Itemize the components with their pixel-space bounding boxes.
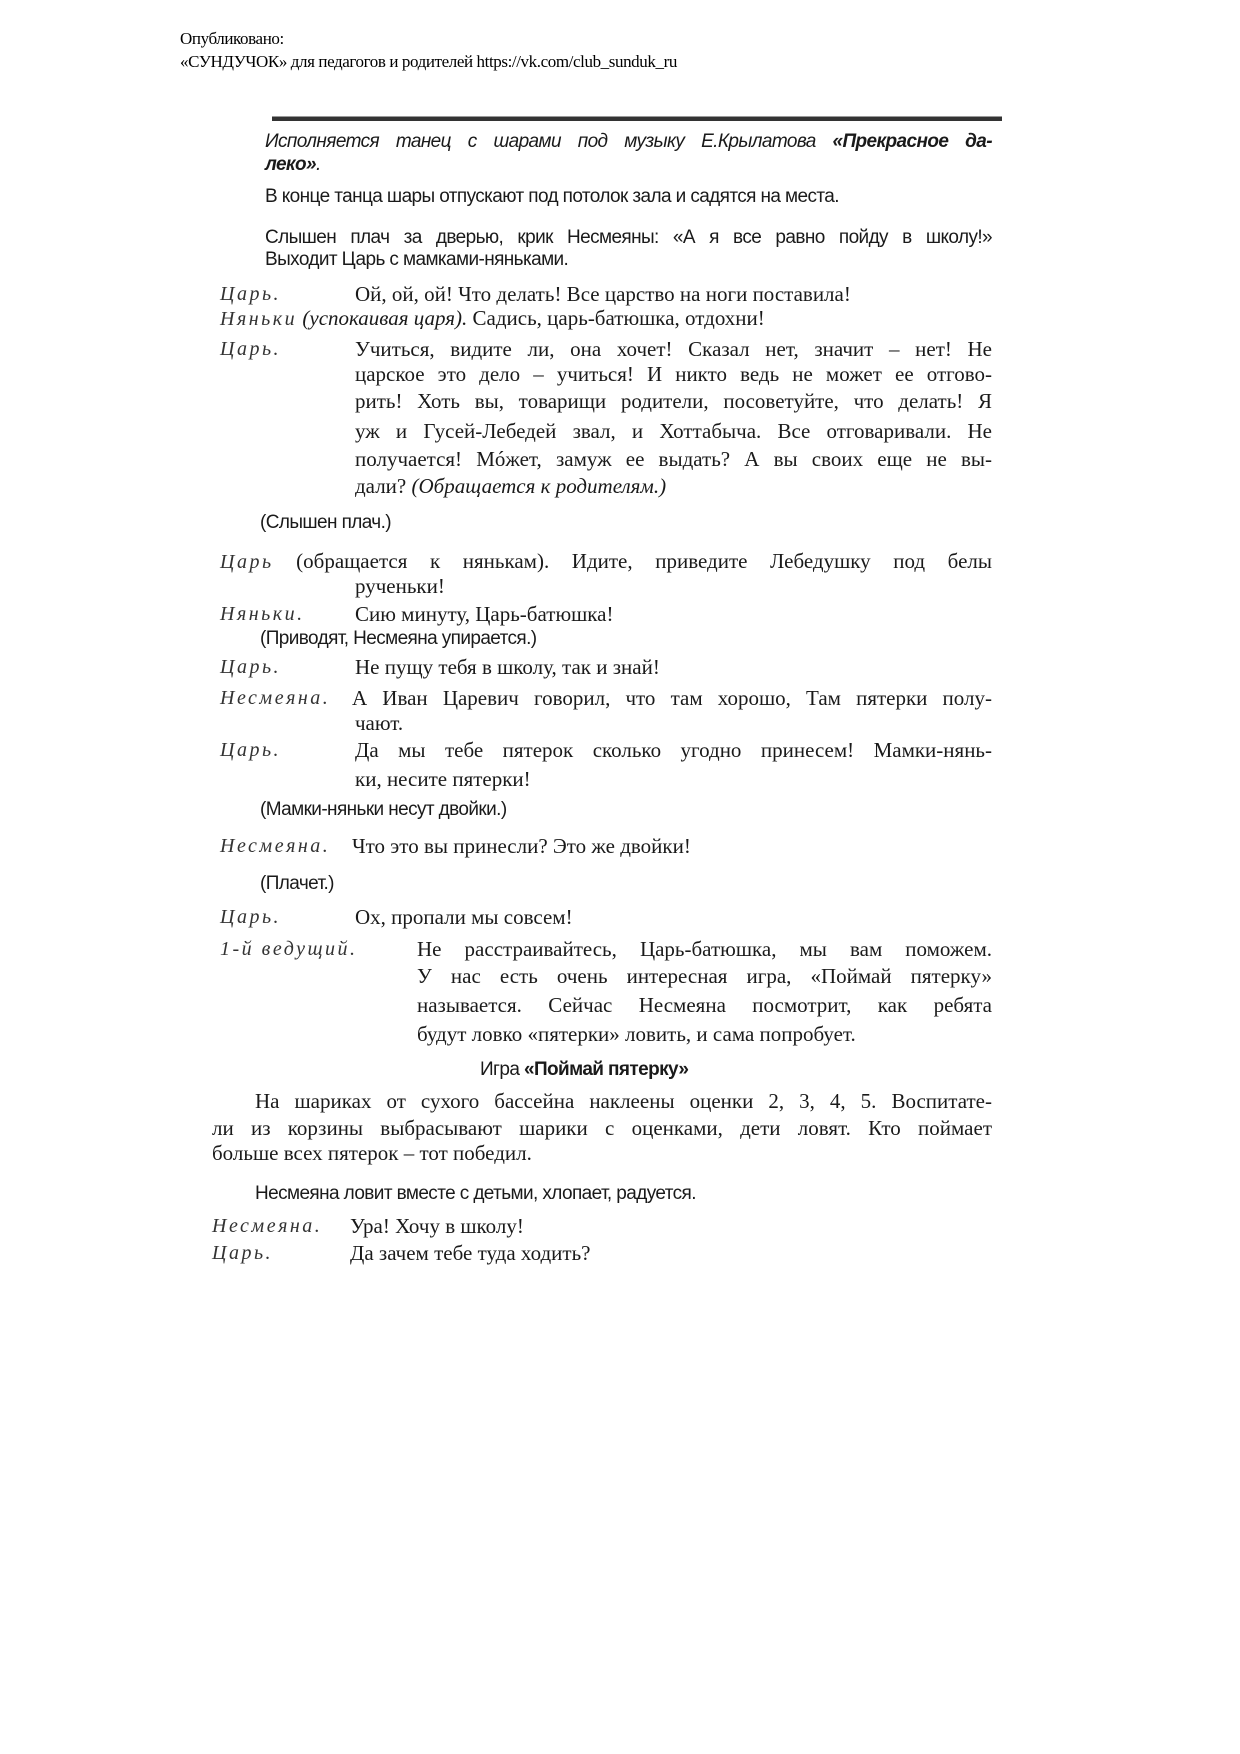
- stage-direction: (Мамки-няньки несут двойки.): [260, 799, 507, 820]
- speech-line: Да зачем тебе туда ходить?: [350, 1241, 591, 1265]
- intro-line: [265, 132, 992, 151]
- speech-line: называется. Сейчас Несмеяна посмотрит, как ребята: [417, 993, 992, 1017]
- speech-text: (обращается к нянькам). Идите, приведите Лебедушку под белы: [296, 549, 992, 573]
- game-title: [480, 1060, 688, 1079]
- speaker-name: Царь.: [212, 1242, 274, 1264]
- stage-direction: (Слышен плач.): [260, 512, 392, 533]
- speaker-name: Несмеяна.: [212, 1215, 323, 1237]
- speech-line: Не пущу тебя в школу, так и знай!: [355, 655, 660, 679]
- speech-line: царское это дело – учиться! И никто ведь не может ее отгово-: [355, 362, 992, 386]
- speaker-name: Царь.: [220, 338, 282, 360]
- speech-text: дали?: [355, 474, 412, 498]
- speech-line: уж и Гусей-Лебедей звал, и Хоттабыча. Все отговаривали. Не: [355, 419, 992, 443]
- paragraph-line: ли из корзины выбрасывают шарики с оценками, дети ловят. Кто поймает: [212, 1116, 992, 1140]
- speech-line: Что это вы принесли? Это же двойки!: [352, 834, 691, 858]
- speaker-name: Царь.: [220, 906, 282, 928]
- speech-line: Ох, пропали мы совсем!: [355, 905, 573, 929]
- speech-line: Сию минуту, Царь-батюшка!: [355, 602, 614, 626]
- speech-text: Садись, царь-батюшка, отдохни!: [467, 306, 765, 330]
- speech-line: Учиться, видите ли, она хочет! Сказал нет, значит – нет! Не: [355, 337, 992, 361]
- speech-line: ки, несите пятерки!: [355, 767, 531, 791]
- stage-direction: Несмеяна ловит вместе с детьми, хлопает, радуется.: [255, 1183, 696, 1204]
- speaker-name: Несмеяна.: [220, 835, 331, 857]
- speech-line: рить! Хоть вы, товарищи родители, посоветуйте, что делать! Я: [355, 389, 992, 413]
- game-title-prefix: Игра: [480, 1059, 524, 1080]
- speech-line: рученьки!: [355, 574, 445, 598]
- speech-line: получается! Мóжет, замуж ее выдать? А вы своих еще не вы-: [355, 447, 992, 471]
- speech-line: А Иван Царевич говорил, что там хорошо, Там пятерки полу-: [352, 686, 992, 710]
- speaker-name: Царь.: [220, 283, 282, 305]
- speech-line: Ой, ой, ой! Что делать! Все царство на ноги поставила!: [355, 282, 851, 306]
- intro-line: В конце танца шары отпускают под потолок зала и садятся на места.: [265, 186, 839, 207]
- speech-line: [355, 476, 666, 497]
- speech-line: Не расстраивайтесь, Царь-батюшка, мы вам поможем.: [417, 937, 992, 961]
- song-title: «Прекрасное да-: [832, 131, 992, 152]
- intro-line: Выходит Царь с мамками-няньками.: [265, 249, 569, 270]
- source-line: «СУНДУЧОК» для педагогов и родителей https://vk.com/club_sunduk_ru: [180, 52, 677, 71]
- intro-line: Слышен плач за дверью, крик Несмеяны: «А я все равно пойду в школу!»: [265, 227, 992, 248]
- song-title-end: леко»: [265, 154, 316, 175]
- top-rule: [272, 116, 1002, 121]
- speaker-name: Царь: [220, 551, 274, 573]
- speech-line: [220, 308, 765, 329]
- speaker-name: Царь.: [220, 656, 282, 678]
- published-label: Опубликовано:: [180, 29, 284, 48]
- speech-line: будут ловко «пятерки» ловить, и сама попробует.: [417, 1022, 856, 1046]
- intro-text: Исполняется танец с шарами под музыку Е.Крылатова: [265, 131, 833, 152]
- speaker-name: 1-й ведущий.: [220, 938, 358, 960]
- stage-note: (успокаивая царя).: [302, 306, 468, 330]
- paragraph-line: На шариках от сухого бассейна наклеены оценки 2, 3, 4, 5. Воспитате-: [255, 1089, 992, 1113]
- speaker-name: Няньки.: [220, 603, 305, 625]
- period: .: [315, 154, 321, 175]
- game-title-name: «Поймай пятерку»: [524, 1059, 689, 1080]
- speaker-name: Царь.: [220, 739, 282, 761]
- speech-line: У нас есть очень интересная игра, «Поймай пятерку»: [417, 964, 992, 988]
- intro-line: [265, 155, 321, 174]
- paragraph-line: больше всех пятерок – тот победил.: [212, 1141, 532, 1165]
- speech-line: Ура! Хочу в школу!: [350, 1214, 524, 1238]
- speaker-name: Няньки: [220, 308, 298, 330]
- stage-direction: (Плачет.): [260, 873, 334, 894]
- speech-line: чают.: [355, 711, 404, 735]
- stage-direction: (Приводят, Несмеяна упирается.): [260, 628, 537, 649]
- speech-line: [220, 551, 992, 572]
- speaker-name: Несмеяна.: [220, 687, 331, 709]
- stage-note: (Обращается к родителям.): [411, 474, 667, 498]
- speech-line: Да мы тебе пятерок сколько угодно принесем! Мамки-нянь-: [355, 738, 992, 762]
